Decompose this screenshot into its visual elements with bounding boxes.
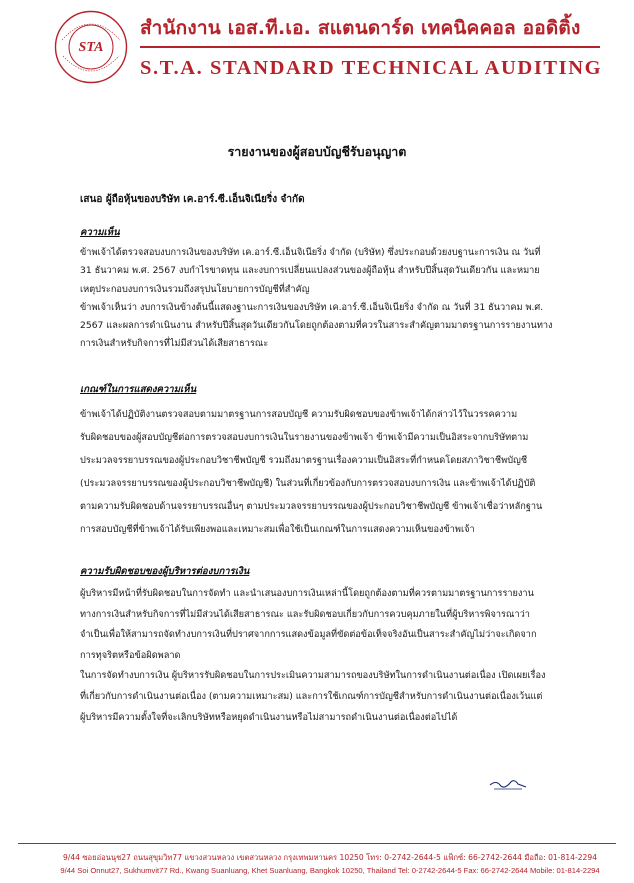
responsibilities-line: ทางการเงินสำหรับกิจการที่ไม่มีส่วนได้เสียสาธารณะ และรับผิดชอบเกี่ยวกับการควบคุมภายในที่ผู้บริหารพิจารณาว่า <box>80 608 530 620</box>
firm-seal-logo <box>54 10 128 84</box>
basis-line: (ประมวลจรรยาบรรณของผู้ประกอบวิชาชีพบัญชี) ในส่วนที่เกี่ยวข้องกับการตรวจสอบงบการเงิน และข้าพเจ้าได้ปฏิบัติ <box>80 478 536 489</box>
seal-graphic <box>54 10 128 84</box>
letterhead-divider <box>140 46 600 48</box>
letterhead <box>0 0 634 95</box>
basis-for-opinion-section <box>80 382 600 541</box>
basis-line: รับผิดชอบของผู้สอบบัญชีต่อการตรวจสอบงบการเงินในรายงานของข้าพเจ้า ข้าพเจ้ามีความเป็นอิสระจากบริษัทตาม <box>80 432 529 443</box>
responsibilities-line: จำเป็นเพื่อให้สามารถจัดทำงบการเงินที่ปราศจากการแสดงข้อมูลที่ขัดต่อข้อเท็จจริงอันเป็นสาระสำคัญไม่ว่าจะเกิดจาก <box>80 629 537 641</box>
opinion-line: ข้าพเจ้าเห็นว่า งบการเงินข้างต้นนี้แสดงฐานะการเงินของบริษัท เค.อาร์.ซี.เอ็นจิเนียริ่ง จำกัด ณ วันที่ 31 ธันวาคม พ.ศ. <box>80 301 544 313</box>
opinion-line: ข้าพเจ้าได้ตรวจสอบงบการเงินของบริษัท เค.อาร์.ซี.เอ็นจิเนียริ่ง จำกัด (บริษัท) ซึ่งประกอบด้วยงบฐานะการเงิน ณ วันที่ <box>80 247 541 258</box>
responsibilities-line: ผู้บริหารมีความตั้งใจที่จะเลิกบริษัทหรือหยุดดำเนินงานหรือไม่สามารถดำเนินงานต่อเนื่องต่อไปได้ <box>80 711 458 723</box>
footer-address-english: 9/44 Soi Onnut27, Sukhumvit77 Rd., Kwang Suanluang, Khet Suanluang, Bangkok 10250, Thailand Tel: 0-2742-2644-5 Fax: 66-2742-2644 Mobile: 01-814-2294 <box>60 866 600 875</box>
footer-divider <box>18 843 616 844</box>
responsibilities-line: ผู้บริหารมีหน้าที่รับผิดชอบในการจัดทำ และนำเสนองบการเงินเหล่านี้โดยถูกต้องตามที่ควรตามมาตรฐานการรายงาน <box>80 588 534 599</box>
opinion-line: เหตุประกอบงบการเงินรวมถึงสรุปนโยบายการบัญชีที่สำคัญ <box>80 283 310 295</box>
firm-name-thai: สำนักงาน เอส.ที.เอ. สแตนดาร์ด เทคนิคคอล ออดิติ้ง <box>140 17 581 39</box>
responsibilities-heading: ความรับผิดชอบของผู้บริหารต่องบการเงิน <box>80 566 250 577</box>
opinion-line: 31 ธันวาคม พ.ศ. 2567 งบกำไรขาดทุน และงบการเปลี่ยนแปลงส่วนของผู้ถือหุ้น สำหรับปีสิ้นสุดวันเดียวกัน และหมาย <box>80 265 540 277</box>
responsibilities-line: ในการจัดทำงบการเงิน ผู้บริหารรับผิดชอบในการประเมินความสามารถของบริษัทในการดำเนินงานต่อเนื่อง เปิดเผยเรื่อง <box>80 670 546 682</box>
responsibilities-line: ที่เกี่ยวกับการดำเนินงานต่อเนื่อง (ตามความเหมาะสม) และการใช้เกณฑ์การบัญชีสำหรับการดำเนินงานต่อเนื่องเว้นแต่ <box>80 690 543 702</box>
basis-line: ตามความรับผิดชอบด้านจรรยาบรรณอื่นๆ ตามประมวลจรรยาบรรณของผู้ประกอบวิชาชีพบัญชี ข้าพเจ้าเชื่อว่าหลักฐาน <box>80 501 543 512</box>
opinion-section <box>80 225 600 354</box>
report-title: รายงานของผู้สอบบัญชีรับอนุญาต <box>227 144 407 159</box>
opinion-line: การเงินสำหรับกิจการที่ไม่มีส่วนได้เสียสาธารณะ <box>80 338 269 350</box>
basis-line: ข้าพเจ้าได้ปฏิบัติงานตรวจสอบตามมาตรฐานการสอบบัญชี ความรับผิดชอบของข้าพเจ้าได้กล่าวไว้ในวรรคความ <box>80 409 518 420</box>
footer-address-thai: 9/44 ซอยอ่อนนุช27 ถนนสุขุมวิท77 แขวงสวนหลวง เขตสวนหลวง กรุงเทพมหานคร 10250 โทร: 0-2742-2644-5 แฟ็กซ์: 66-2742-2644 มือถือ: 01-814-2294 <box>62 853 598 862</box>
seal-monogram: STA <box>78 40 104 55</box>
management-responsibilities-section <box>80 564 600 728</box>
auditor-signature-mark <box>488 772 528 792</box>
report-addressee: เสนอ ผู้ถือหุ้นของบริษัท เค.อาร์.ซี.เอ็นจิเนียริ่ง จำกัด <box>80 194 305 205</box>
responsibilities-line: การทุจริตหรือข้อผิดพลาด <box>80 649 181 661</box>
basis-heading: เกณฑ์ในการแสดงความเห็น <box>80 384 197 395</box>
opinion-heading: ความเห็น <box>80 227 120 238</box>
firm-name-english: S.T.A. STANDARD TECHNICAL AUDITING <box>140 57 603 79</box>
basis-line: ประมวลจรรยาบรรณของผู้ประกอบวิชาชีพบัญชี รวมถึงมาตรฐานเรื่องความเป็นอิสระที่กำหนดโดยสภาวิชาชีพบัญชี <box>80 455 528 466</box>
opinion-line: 2567 และผลการดำเนินงาน สำหรับปีสิ้นสุดวันเดียวกันโดยถูกต้องตามที่ควรในสาระสำคัญตามมาตรฐานการรายงานทาง <box>80 320 553 332</box>
basis-line: การสอบบัญชีที่ข้าพเจ้าได้รับเพียงพอและเหมาะสมเพื่อใช้เป็นเกณฑ์ในการแสดงความเห็นของข้าพเจ้า <box>80 524 475 535</box>
